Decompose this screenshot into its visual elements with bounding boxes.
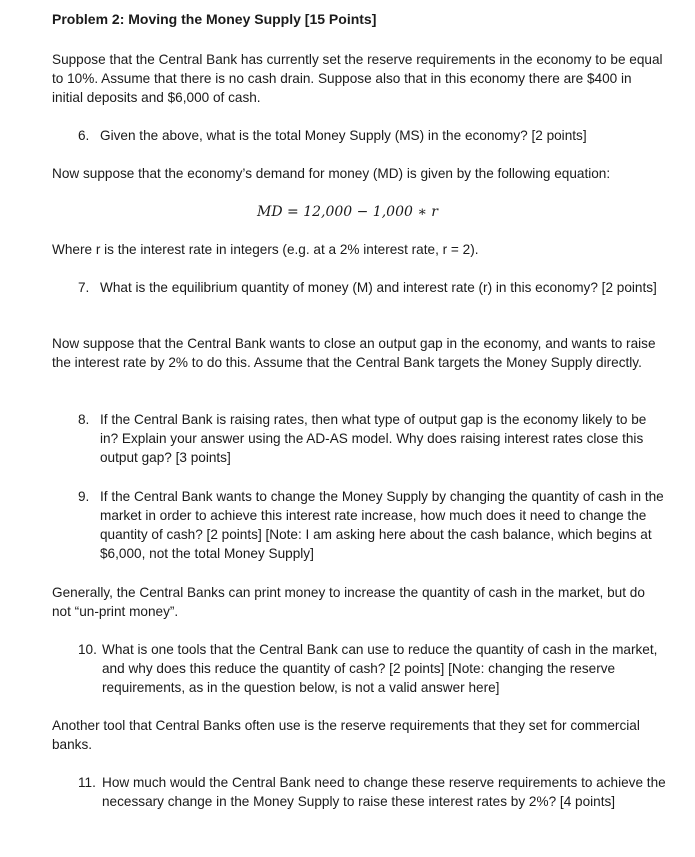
interest-rate-note: Where r is the interest rate in integers (e.g. at a 2% interest rate, r = 2). <box>52 242 479 257</box>
money-demand-equation: MD = 12,000 − 1,000 ∗ r <box>257 204 438 220</box>
problem-title: Problem 2: Moving the Money Supply [15 Points] <box>52 11 377 27</box>
question-number: 8. <box>78 412 90 427</box>
question-text: How much would the Central Bank need to change these reserve requirements to achieve the necessary change in the Money Supply to raise these interest rates by 2%? [4 points] <box>102 775 666 809</box>
question-7 <box>78 278 668 297</box>
question-number: 6. <box>78 128 90 143</box>
question-number: 9. <box>78 489 90 504</box>
question-number: 10. <box>78 642 97 657</box>
question-9 <box>78 487 668 563</box>
print-money-paragraph: Generally, the Central Banks can print money to increase the quantity of cash in the market, but do not “un-print money”. <box>52 585 645 619</box>
question-text: If the Central Bank wants to change the Money Supply by changing the quantity of cash in the market in order to achieve this interest rate increase, how much does it need to change the quantity of cash? [2 points] [Note: I am asking here about the cash balance, which begins at $6,000, not the total Money Supply] <box>100 489 664 561</box>
reserve-tool-paragraph: Another tool that Central Banks often use is the reserve requirements that they set for commercial banks. <box>52 718 640 752</box>
question-number: 11. <box>78 775 96 790</box>
question-text: What is the equilibrium quantity of money (M) and interest rate (r) in this economy? [2 points] <box>100 280 657 295</box>
demand-paragraph: Now suppose that the economy’s demand for money (MD) is given by the following equation: <box>52 166 611 181</box>
question-text: What is one tools that the Central Bank can use to reduce the quantity of cash in the market, and why does this reduce the quantity of cash? [2 points] [Note: changing the reserve requirements, as in the question below, is not a valid answer here] <box>102 642 658 695</box>
output-gap-paragraph: Now suppose that the Central Bank wants to close an output gap in the economy, and wants to raise the interest rate by 2% to do this. Assume that the Central Bank targets the Money Supply directly. <box>52 336 656 370</box>
question-11 <box>78 773 668 811</box>
question-10 <box>78 640 668 697</box>
question-number: 7. <box>78 280 90 295</box>
intro-paragraph: Suppose that the Central Bank has currently set the reserve requirements in the economy to be equal to 10%. Assume that there is no cash drain. Suppose also that in this economy there are $400 in initial deposits and $6,000 of cash. <box>52 52 663 105</box>
question-8 <box>78 410 668 467</box>
question-6 <box>78 126 668 145</box>
question-text: Given the above, what is the total Money Supply (MS) in the economy? [2 points] <box>100 128 587 143</box>
question-text: If the Central Bank is raising rates, then what type of output gap is the economy likely to be in? Explain your answer using the AD-AS model. Why does raising interest rates close this output gap? [3 points] <box>100 412 647 465</box>
